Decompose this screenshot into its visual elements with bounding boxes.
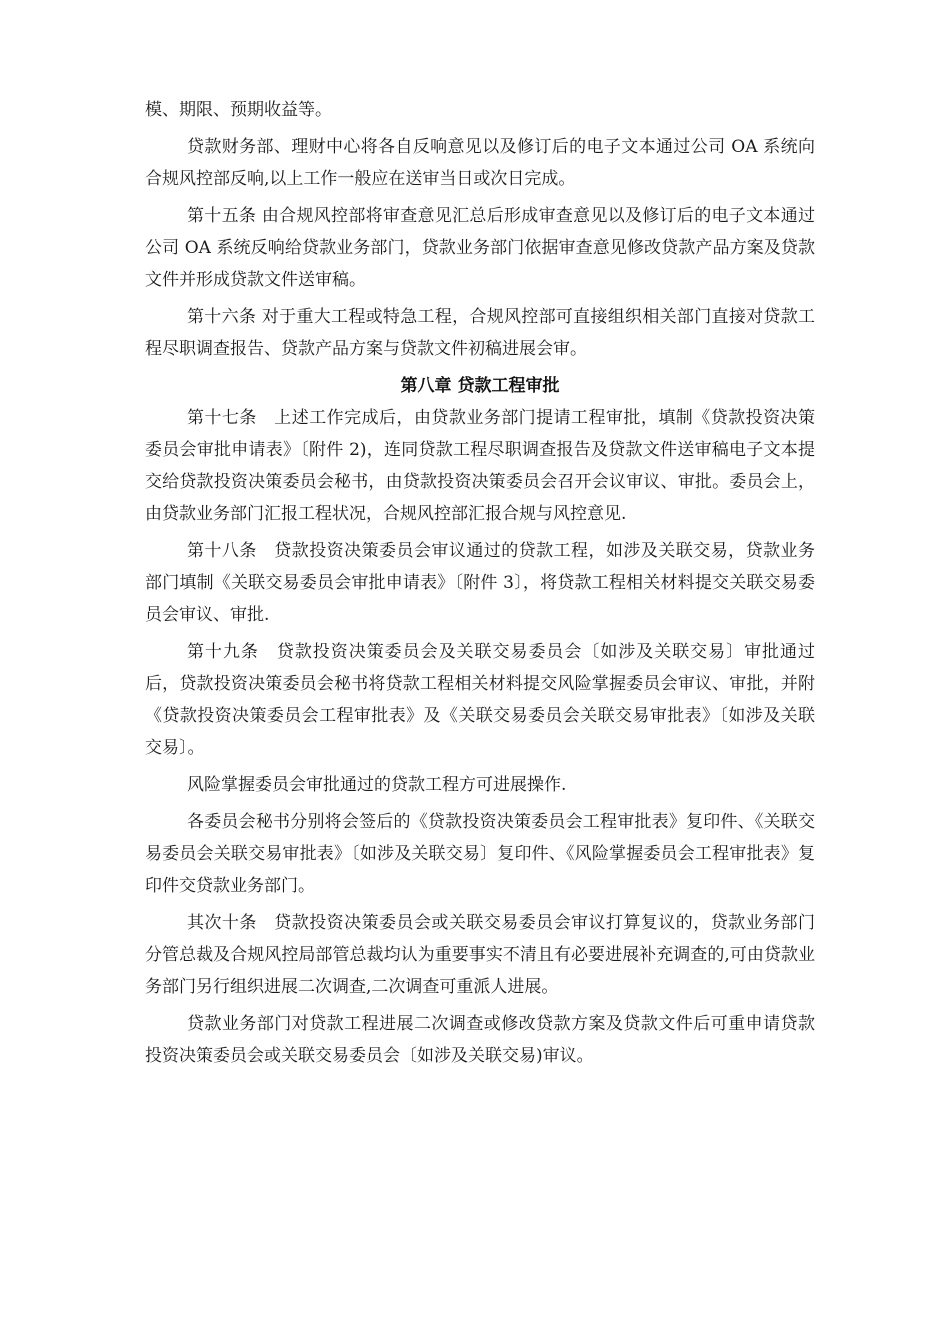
- paragraph-risk-committee: 风险掌握委员会审批通过的贷款工程方可进展操作.: [187, 775, 567, 795]
- paragraph-article-16: 第十六条 对于重大工程或特急工程，合规风控部可直接组织相关部门直接对贷款工程尽职调查报告、贷款产品方案与贷款文件初稿进展会审。: [145, 307, 815, 359]
- paragraph-continuation: 模、期限、预期收益等。: [145, 100, 332, 120]
- paragraph-finance-feedback: 贷款财务部、理财中心将各自反响意见以及修订后的电子文本通过公司 OA 系统向合规风控部反响,以上工作一般应在送审当日或次日完成。: [145, 137, 815, 189]
- paragraph-article-17: 第十七条 上述工作完成后，由贷款业务部门提请工程审批，填制《贷款投资决策委员会审批申请表》〔附件 2)，连同贷款工程尽职调查报告及贷款文件送审稿电子文本提交给贷款投资决策委员会秘书，由贷款投资决策委员会召开会议审议、审批。委员会上，由贷款业务部门汇报工程状况，合规风控部汇报合规与风控意见.: [145, 408, 815, 524]
- document-body: [145, 94, 815, 1072]
- paragraph-article-18: 第十八条 贷款投资决策委员会审议通过的贷款工程，如涉及关联交易，贷款业务部门填制《关联交易委员会审批申请表》〔附件 3〕，将贷款工程相关材料提交关联交易委员会审议、审批.: [145, 541, 815, 625]
- paragraph-resubmission: 贷款业务部门对贷款工程进展二次调查或修改贷款方案及贷款文件后可重申请贷款投资决策委员会或关联交易委员会〔如涉及关联交易)审议。: [145, 1014, 815, 1066]
- chapter-heading: 第八章 贷款工程审批: [400, 376, 560, 396]
- paragraph-secretary-copies: 各委员会秘书分别将会签后的《贷款投资决策委员会工程审批表》复印件、《关联交易委员会关联交易审批表》〔如涉及关联交易〕复印件、《风险掌握委员会工程审批表》复印件交贷款业务部门。: [145, 812, 815, 896]
- paragraph-article-20: 其次十条 贷款投资决策委员会或关联交易委员会审议打算复议的，贷款业务部门分管总裁及合规风控局部管总裁均认为重要事实不清且有必要进展补充调查的,可由贷款业务部门另行组织进展二次调查,二次调查可重派人进展。: [145, 913, 815, 997]
- paragraph-article-15: 第十五条 由合规风控部将审查意见汇总后形成审查意见以及修订后的电子文本通过公司 OA 系统反响给贷款业务部门，贷款业务部门依据审查意见修改贷款产品方案及贷款文件并形成贷款文件送审稿。: [145, 206, 815, 290]
- paragraph-article-19: 第十九条 贷款投资决策委员会及关联交易委员会〔如涉及关联交易〕审批通过后，贷款投资决策委员会秘书将贷款工程相关材料提交风险掌握委员会审议、审批，并附《贷款投资决策委员会工程审批表》及《关联交易委员会关联交易审批表》〔如涉及关联交易〕。: [145, 642, 815, 758]
